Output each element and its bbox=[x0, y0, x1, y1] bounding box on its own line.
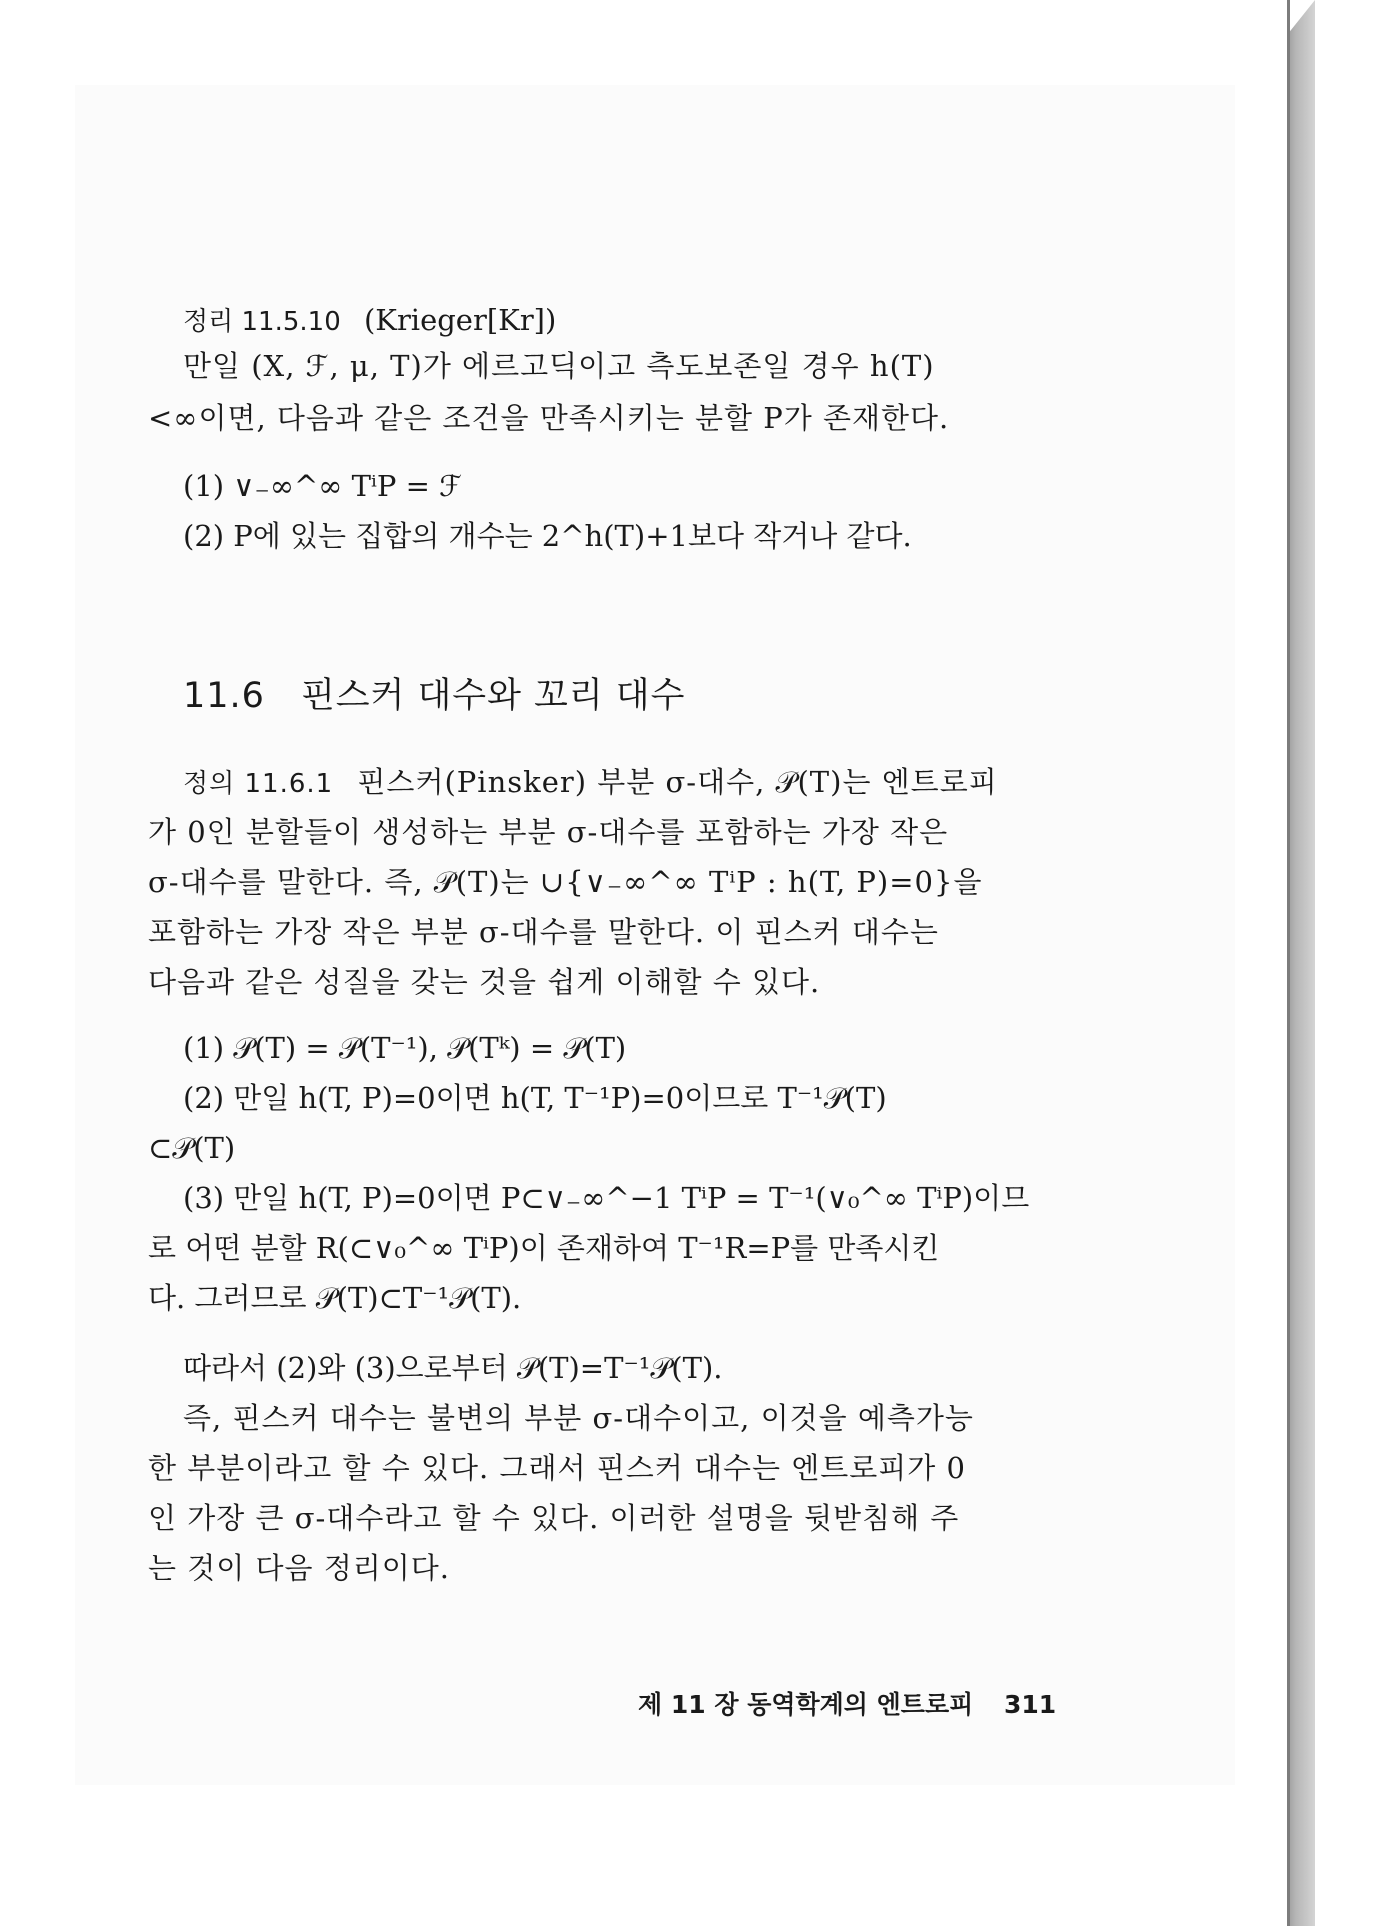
theorem-line-1: 만일 (X, ℱ, μ, T)가 에르고딕이고 측도보존일 경우 h(T) bbox=[183, 349, 935, 383]
theorem-heading bbox=[183, 303, 557, 337]
property-2-line-2: ⊂𝒫(T) bbox=[148, 1131, 236, 1165]
property-3-line-2: 로 어떤 분할 R(⊂∨₀^∞ TⁱP)이 존재하여 T⁻¹R=P를 만족시킨 bbox=[148, 1231, 940, 1265]
running-title: 제 11 장 동역학계의 엔트로피 bbox=[638, 1690, 974, 1719]
conclusion-line-2: 즉, 핀스커 대수는 불변의 부분 σ-대수이고, 이것을 예측가능 bbox=[183, 1401, 974, 1435]
definition-text-1: 핀스커(Pinsker) 부분 σ-대수, 𝒫(T)는 엔트로피 bbox=[357, 765, 998, 799]
page-number: 311 bbox=[1003, 1690, 1057, 1719]
definition-line-4: 포함하는 가장 작은 부분 σ-대수를 말한다. 이 핀스커 대수는 bbox=[148, 915, 939, 949]
conclusion-line-4: 인 가장 큰 σ-대수라고 할 수 있다. 이러한 설명을 뒷받침해 주 bbox=[148, 1501, 960, 1535]
section-heading bbox=[183, 668, 685, 718]
page-footer bbox=[638, 1685, 1056, 1721]
property-2-line-1: (2) 만일 h(T, P)=0이면 h(T, T⁻¹P)=0이므로 T⁻¹𝒫(T) bbox=[183, 1081, 887, 1115]
section-title: 핀스커 대수와 꼬리 대수 bbox=[300, 676, 686, 716]
theorem-item-2: (2) P에 있는 집합의 개수는 2^h(T)+1보다 작거나 같다. bbox=[183, 519, 912, 553]
theorem-label: 정리 11.5.10 bbox=[183, 307, 341, 337]
theorem-line-2: <∞이면, 다음과 같은 조건을 만족시키는 분할 P가 존재한다. bbox=[148, 401, 950, 435]
definition-line-3: σ-대수를 말한다. 즉, 𝒫(T)는 ∪{∨₋∞^∞ TⁱP : h(T, P)=0}을 bbox=[148, 865, 983, 899]
property-1: (1) 𝒫(T) = 𝒫(T⁻¹), 𝒫(Tᵏ) = 𝒫(T) bbox=[183, 1031, 627, 1065]
theorem-attribution: (Krieger[Kr]) bbox=[363, 303, 557, 337]
definition-label: 정의 11.6.1 bbox=[183, 769, 334, 799]
conclusion-line-3: 한 부분이라고 할 수 있다. 그래서 핀스커 대수는 엔트로피가 0 bbox=[148, 1451, 966, 1485]
property-3-line-3: 다. 그러므로 𝒫(T)⊂T⁻¹𝒫(T). bbox=[148, 1281, 522, 1315]
section-number: 11.6 bbox=[183, 676, 265, 716]
conclusion-line-1: 따라서 (2)와 (3)으로부터 𝒫(T)=T⁻¹𝒫(T). bbox=[183, 1351, 723, 1385]
definition-line-2: 가 0인 분할들이 생성하는 부분 σ-대수를 포함하는 가장 작은 bbox=[148, 815, 949, 849]
property-3-line-1: (3) 만일 h(T, P)=0이면 P⊂∨₋∞^−1 TⁱP = T⁻¹(∨₀^∞ TⁱP)이므 bbox=[183, 1181, 1030, 1215]
theorem-item-1: (1) ∨₋∞^∞ TⁱP = ℱ bbox=[183, 469, 462, 503]
definition-line-1 bbox=[183, 765, 998, 799]
definition-line-5: 다음과 같은 성질을 갖는 것을 쉽게 이해할 수 있다. bbox=[148, 965, 821, 999]
conclusion-line-5: 는 것이 다음 정리이다. bbox=[148, 1551, 450, 1585]
